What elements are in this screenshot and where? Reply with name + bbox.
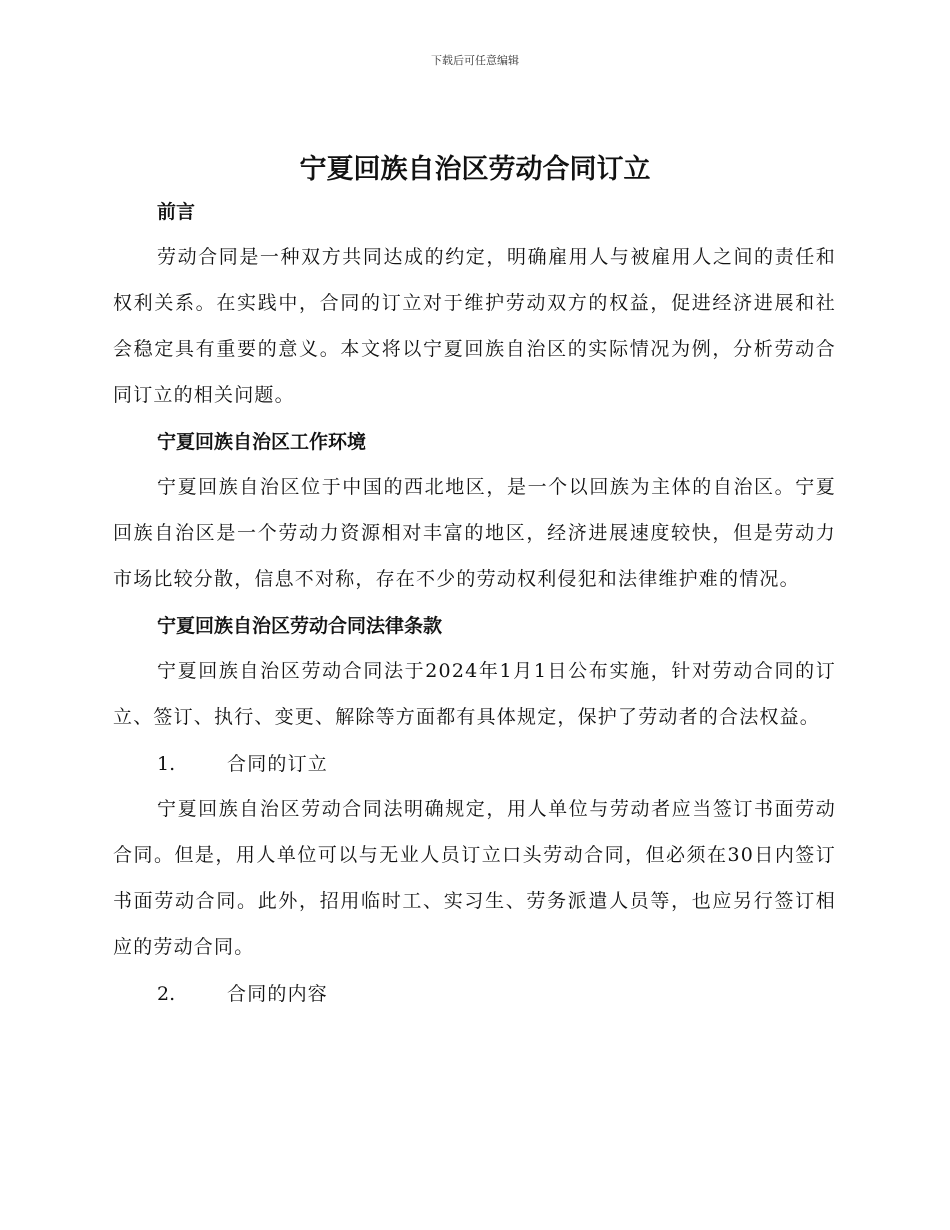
list-item-contract-formation <box>113 748 836 780</box>
paragraph-preface: 劳动合同是一种双方共同达成的约定，明确雇用人与被雇用人之间的责任和权利关系。在实践中，合同的订立对于维护劳动双方的权益，促进经济进展和社会稳定具有重要的意义。本文将以宁夏回族自治区的实际情况为例，分析劳动合同订立的相关问题。 <box>113 246 836 406</box>
paragraph-environment: 宁夏回族自治区位于中国的西北地区，是一个以回族为主体的自治区。宁夏回族自治区是一个劳动力资源相对丰富的地区，经济进展速度较快，但是劳动力市场比较分散，信息不对称，存在不少的劳动权利侵犯和法律维护难的情况。 <box>113 476 836 590</box>
list-label: 合同的内容 <box>227 983 329 1005</box>
list-item-contract-content <box>113 978 836 1010</box>
section-heading-preface: 前言 <box>157 201 196 223</box>
paragraph-contract-formation: 宁夏回族自治区劳动合同法明确规定，用人单位与劳动者应当签订书面劳动合同。但是，用人单位可以与无业人员订立口头劳动合同，但必须在30日内签订书面劳动合同。此外，招用临时工、实习生、劳务派遣人员等，也应另行签订相应的劳动合同。 <box>113 798 836 958</box>
section-heading-environment: 宁夏回族自治区工作环境 <box>157 431 367 453</box>
list-label: 合同的订立 <box>227 753 329 775</box>
page-header-note: 下载后可任意编辑 <box>431 54 519 67</box>
list-number: 1. <box>157 753 176 775</box>
paragraph-law: 宁夏回族自治区劳动合同法于2024年1月1日公布实施，针对劳动合同的订立、签订、执行、变更、解除等方面都有具体规定，保护了劳动者的合法权益。 <box>113 660 836 728</box>
document-title: 宁夏回族自治区劳动合同订立 <box>299 154 651 185</box>
document-body <box>113 196 836 1010</box>
list-number: 2. <box>157 983 176 1005</box>
section-heading-law: 宁夏回族自治区劳动合同法律条款 <box>157 615 443 637</box>
